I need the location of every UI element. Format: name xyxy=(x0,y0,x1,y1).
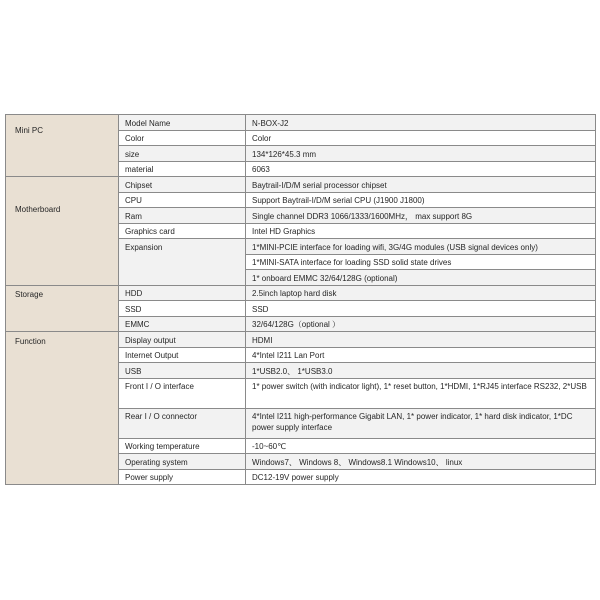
attribute-cell: Rear I / O connector xyxy=(119,408,246,438)
attribute-cell: Model Name xyxy=(119,115,246,131)
attribute-cell: EMMC xyxy=(119,316,246,332)
value-cell: DC12-19V power supply xyxy=(246,469,596,485)
attribute-cell: Graphics card xyxy=(119,223,246,239)
table-row xyxy=(6,177,596,193)
attribute-cell: material xyxy=(119,161,246,177)
attribute-cell: SSD xyxy=(119,301,246,317)
value-cell: 1*MINI-PCIE interface for loading wifi, 3G/4G modules (USB signal devices only) xyxy=(246,239,596,255)
value-cell: 6063 xyxy=(246,161,596,177)
attribute-cell: Color xyxy=(119,130,246,146)
attribute-cell: HDD xyxy=(119,285,246,301)
value-cell: N-BOX-J2 xyxy=(246,115,596,131)
value-cell: 32/64/128G（optional ） xyxy=(246,316,596,332)
attribute-cell: Working temperature xyxy=(119,438,246,454)
attribute-cell: Internet Output xyxy=(119,347,246,363)
value-cell: 1*USB2.0、 1*USB3.0 xyxy=(246,363,596,379)
value-cell: Single channel DDR3 1066/1333/1600MHz， max support 8G xyxy=(246,208,596,224)
attribute-cell: Expansion xyxy=(119,239,246,286)
attribute-cell: Display output xyxy=(119,332,246,348)
category-cell: Function xyxy=(6,332,119,485)
attribute-cell: size xyxy=(119,146,246,162)
value-cell: 2.5inch laptop hard disk xyxy=(246,285,596,301)
attribute-cell: Power supply xyxy=(119,469,246,485)
category-cell: Motherboard xyxy=(6,177,119,286)
value-cell: 1* onboard EMMC 32/64/128G (optional) xyxy=(246,270,596,286)
table-row xyxy=(6,332,596,348)
value-cell: Intel HD Graphics xyxy=(246,223,596,239)
table-row xyxy=(6,285,596,301)
attribute-cell: USB xyxy=(119,363,246,379)
value-cell: Color xyxy=(246,130,596,146)
table-row xyxy=(6,115,596,131)
value-cell: 134*126*45.3 mm xyxy=(246,146,596,162)
value-cell: 1* power switch (with indicator light), 1* reset button, 1*HDMI, 1*RJ45 interface RS232, 2*USB xyxy=(246,378,596,408)
category-cell: Mini PC xyxy=(6,115,119,177)
value-cell: 4*Intel I211 Lan Port xyxy=(246,347,596,363)
value-cell: 4*Intel I211 high-performance Gigabit LAN, 1* power indicator, 1* hard disk indicator, 1*DC power supply interface xyxy=(246,408,596,438)
spec-table xyxy=(5,114,596,485)
value-cell: Support Baytrail-I/D/M serial CPU (J1900 J1800) xyxy=(246,192,596,208)
category-cell: Storage xyxy=(6,285,119,332)
value-cell: HDMI xyxy=(246,332,596,348)
attribute-cell: Chipset xyxy=(119,177,246,193)
value-cell: SSD xyxy=(246,301,596,317)
attribute-cell: Front I / O interface xyxy=(119,378,246,408)
attribute-cell: Operating system xyxy=(119,454,246,470)
value-cell: Windows7、 Windows 8、 Windows8.1 Windows10、 linux xyxy=(246,454,596,470)
spec-table-body xyxy=(6,115,596,485)
value-cell: -10~60℃ xyxy=(246,438,596,454)
attribute-cell: CPU xyxy=(119,192,246,208)
value-cell: Baytrail-I/D/M serial processor chipset xyxy=(246,177,596,193)
value-cell: 1*MINI-SATA interface for loading SSD solid state drives xyxy=(246,254,596,270)
attribute-cell: Ram xyxy=(119,208,246,224)
